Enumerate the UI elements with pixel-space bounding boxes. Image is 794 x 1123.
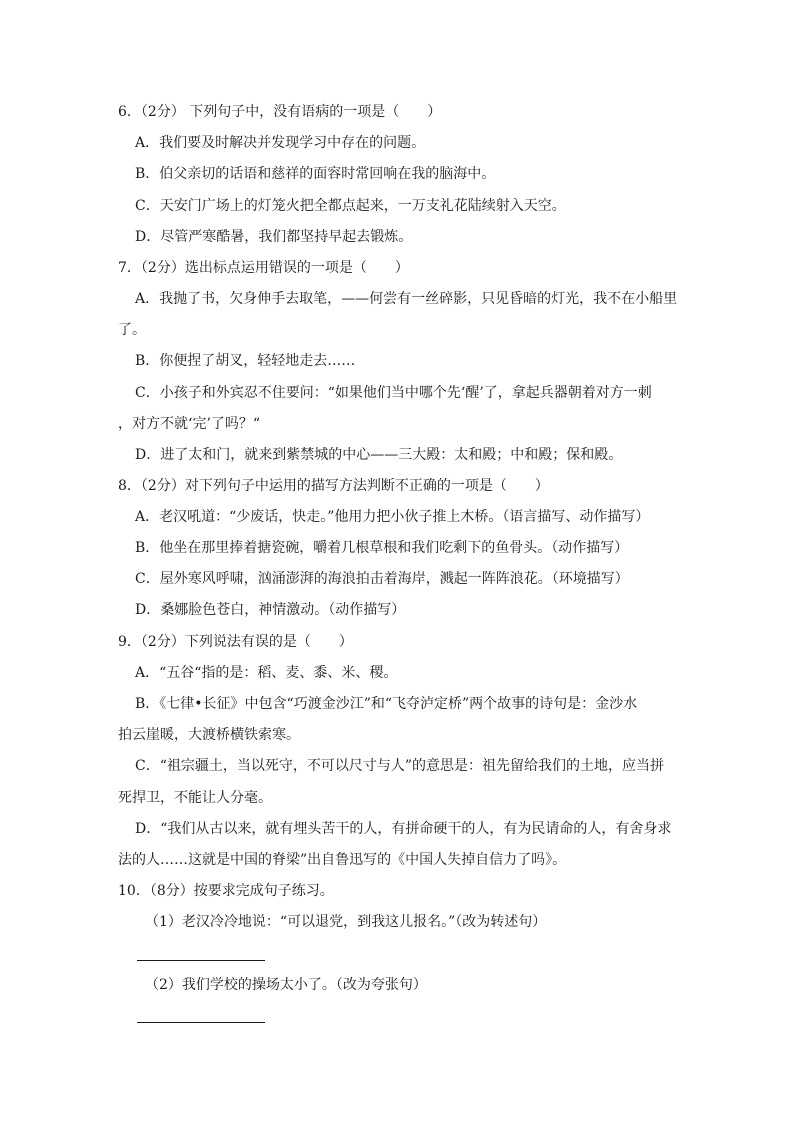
answer-blank-1[interactable] <box>137 960 265 961</box>
question-8-option-d: D．桑娜脸色苍白，神情激动。（动作描写） <box>135 602 406 618</box>
question-9-option-b: B．《七律•长征》中包含“巧渡金沙江”和“飞夺泸定桥”两个故事的诗句是：金沙水 <box>135 696 638 712</box>
question-9-stem: 9．（2分）下列说法有误的是（ ） <box>118 634 353 650</box>
question-9-option-b-continued: 拍云崖暖，大渡桥横铁索寒。 <box>118 727 300 743</box>
question-9-option-d: D．“我们从古以来，就有埋头苦干的人，有拼命硬干的人，有为民请命的人，有舍身求 <box>135 821 672 837</box>
question-6-option-b: B．伯父亲切的话语和慈祥的面容时常回响在我的脑海中。 <box>135 166 496 182</box>
question-9-option-d-continued: 法的人……这就是中国的脊梁”出自鲁迅写的《中国人失掉自信力了吗》。 <box>118 852 567 868</box>
question-7-option-c: C．小孩子和外宾忍不住要问：“如果他们当中哪个先‘醒’了，拿起兵器朝着对方一刺 <box>135 385 652 401</box>
question-6-option-c: C．天安门广场上的灯笼火把全都点起来，一万支礼花陆续射入天空。 <box>135 198 566 214</box>
question-10-part-2: （2）我们学校的操场太小了。（改为夸张句） <box>145 977 427 993</box>
question-7-option-b: B．你便捏了胡叉，轻轻地走去…… <box>135 353 356 369</box>
question-9-option-a: A．“五谷“指的是：稻、麦、黍、米、稷。 <box>135 665 398 681</box>
question-10-stem: 10．（8分）按要求完成句子练习。 <box>118 883 334 899</box>
question-7-option-a-continued: 了。 <box>118 322 146 338</box>
question-8-option-c: C．屋外寒风呼啸，汹涌澎湃的海浪拍击着海岸，溅起一阵阵浪花。（环境描写） <box>135 571 629 587</box>
question-7-option-a: A．我抛了书，欠身伸手去取笔，——何尝有一丝碎影，只见昏暗的灯光，我不在小船里 <box>135 291 678 307</box>
question-6-stem: 6．（2分） 下列句子中，没有语病的一项是（ ） <box>118 104 442 120</box>
question-6-option-a: A．我们要及时解决并发现学习中存在的问题。 <box>135 135 426 151</box>
question-8-stem: 8．（2分）对下列句子中运用的描写方法判断不正确的一项是（ ） <box>118 478 549 494</box>
question-8-option-a: A．老汉吼道：“少废话，快走。”他用力把小伙子推上木桥。（语言描写、动作描写） <box>135 509 650 525</box>
question-7-option-c-continued: ，对方不就‘完’了吗？“ <box>118 416 261 432</box>
answer-blank-2[interactable] <box>137 1022 265 1023</box>
question-9-option-c-continued: 死捍卫，不能让人分毫。 <box>118 790 272 806</box>
question-7-option-d: D．进了太和门，就来到紫禁城的中心——三大殿：太和殿；中和殿；保和殿。 <box>135 447 623 463</box>
question-8-option-b: B．他坐在那里捧着搪瓷碗，嚼着几根草根和我们吃剩下的鱼骨头。（动作描写） <box>135 540 629 556</box>
question-7-stem: 7．（2分）选出标点运用错误的一项是（ ） <box>118 260 409 276</box>
question-9-option-c: C．“祖宗疆土，当以死守，不可以尺寸与人”的意思是：祖先留给我们的土地，应当拼 <box>135 758 665 774</box>
question-10-part-1: （1）老汉冷冷地说：“可以退党，到我这儿报名。”（改为转述句） <box>145 914 547 930</box>
question-6-option-d: D．尽管严寒酷暑，我们都坚持早起去锻炼。 <box>135 229 413 245</box>
